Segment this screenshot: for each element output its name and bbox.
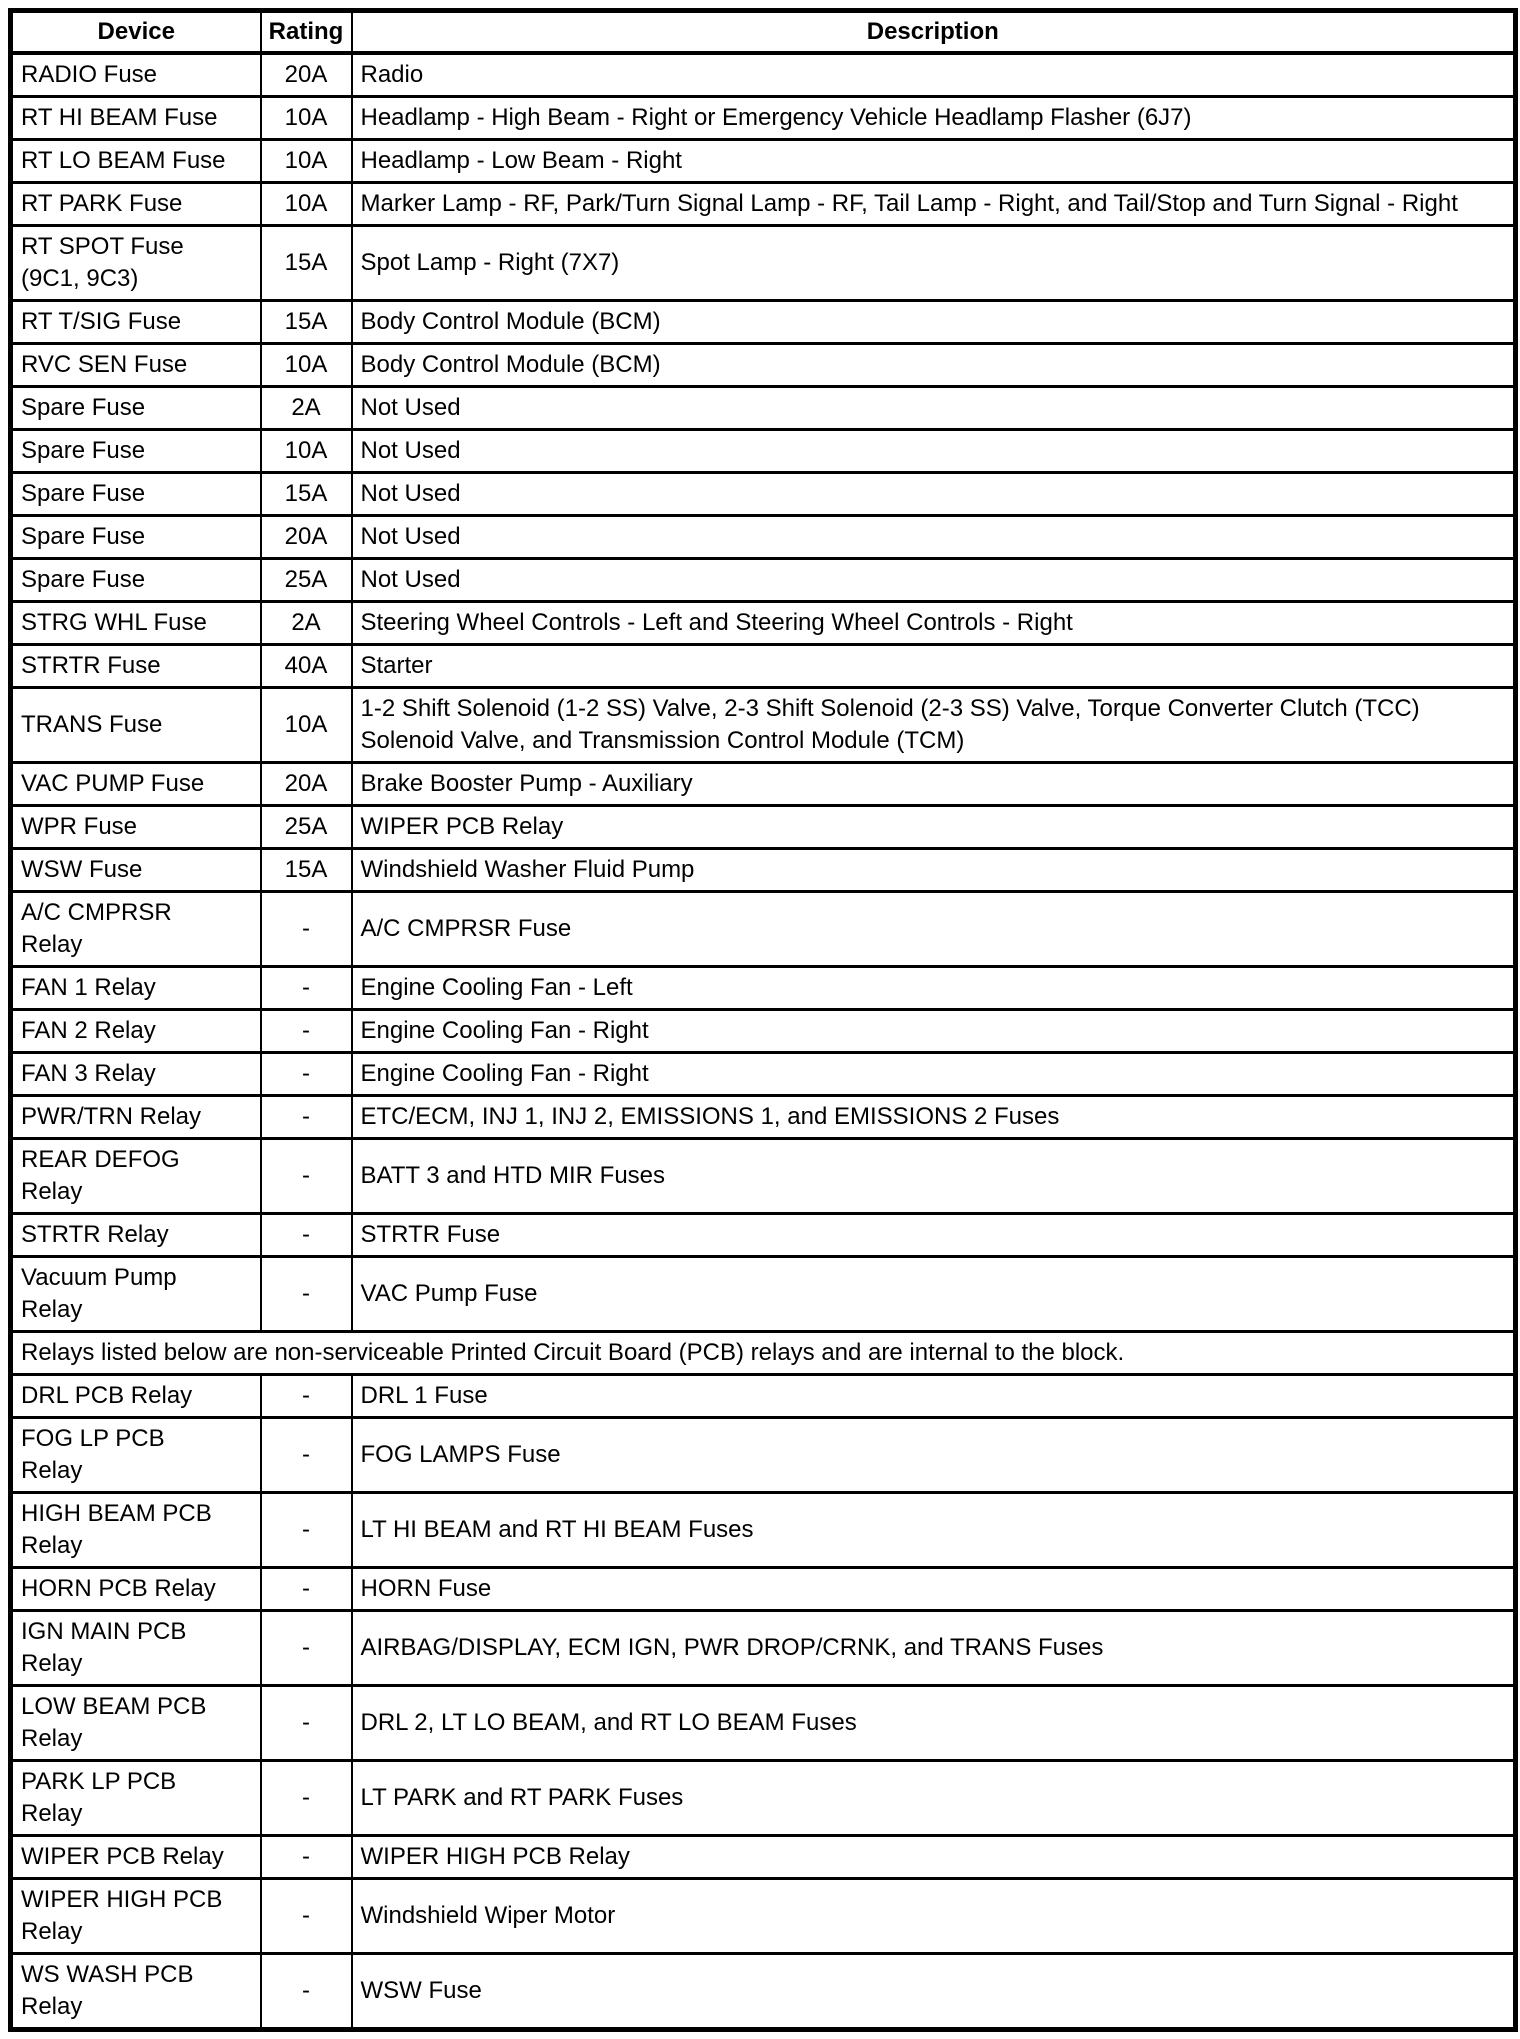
description-cell: WIPER HIGH PCB Relay xyxy=(352,1836,1516,1879)
rating-cell: 2A xyxy=(261,387,352,430)
rating-cell: - xyxy=(261,1761,352,1836)
rating-cell: - xyxy=(261,967,352,1010)
rating-cell: - xyxy=(261,1139,352,1214)
rating-cell: - xyxy=(261,1010,352,1053)
rating-cell: 10A xyxy=(261,688,352,763)
description-cell: HORN Fuse xyxy=(352,1568,1516,1611)
description-cell: Engine Cooling Fan - Right xyxy=(352,1053,1516,1096)
device-cell: WS WASH PCB Relay xyxy=(11,1954,261,2030)
rating-cell: - xyxy=(261,1568,352,1611)
device-cell: HIGH BEAM PCB Relay xyxy=(11,1493,261,1568)
device-cell: LOW BEAM PCB Relay xyxy=(11,1686,261,1761)
device-cell: FAN 1 Relay xyxy=(11,967,261,1010)
description-cell: ETC/ECM, INJ 1, INJ 2, EMISSIONS 1, and EMISSIONS 2 Fuses xyxy=(352,1096,1516,1139)
device-cell: FAN 3 Relay xyxy=(11,1053,261,1096)
device-cell: RT SPOT Fuse (9C1, 9C3) xyxy=(11,226,261,301)
table-row xyxy=(11,301,1516,344)
description-cell: Not Used xyxy=(352,559,1516,602)
table-row xyxy=(11,1568,1516,1611)
description-cell: Radio xyxy=(352,53,1516,97)
table-row xyxy=(11,344,1516,387)
device-cell: Spare Fuse xyxy=(11,387,261,430)
device-cell: STRG WHL Fuse xyxy=(11,602,261,645)
rating-cell: - xyxy=(261,1418,352,1493)
column-header-device: Device xyxy=(11,11,261,54)
rating-cell: - xyxy=(261,1257,352,1332)
rating-cell: - xyxy=(261,1375,352,1418)
table-header-row xyxy=(11,11,1516,54)
rating-cell: 10A xyxy=(261,97,352,140)
description-cell: Spot Lamp - Right (7X7) xyxy=(352,226,1516,301)
rating-cell: 15A xyxy=(261,473,352,516)
table-row xyxy=(11,1493,1516,1568)
table-row xyxy=(11,226,1516,301)
table-row xyxy=(11,183,1516,226)
device-cell: FAN 2 Relay xyxy=(11,1010,261,1053)
table-row xyxy=(11,602,1516,645)
table-row xyxy=(11,387,1516,430)
device-cell: TRANS Fuse xyxy=(11,688,261,763)
table-row xyxy=(11,1096,1516,1139)
device-cell: WSW Fuse xyxy=(11,849,261,892)
rating-cell: 20A xyxy=(261,53,352,97)
rating-cell: - xyxy=(261,1611,352,1686)
device-cell: PWR/TRN Relay xyxy=(11,1096,261,1139)
device-cell: WIPER PCB Relay xyxy=(11,1836,261,1879)
device-cell: A/C CMPRSR Relay xyxy=(11,892,261,967)
device-cell: PARK LP PCB Relay xyxy=(11,1761,261,1836)
device-cell: Spare Fuse xyxy=(11,516,261,559)
device-cell: RT HI BEAM Fuse xyxy=(11,97,261,140)
description-cell: LT PARK and RT PARK Fuses xyxy=(352,1761,1516,1836)
description-cell: Headlamp - Low Beam - Right xyxy=(352,140,1516,183)
description-cell: LT HI BEAM and RT HI BEAM Fuses xyxy=(352,1493,1516,1568)
device-cell: REAR DEFOG Relay xyxy=(11,1139,261,1214)
description-cell: DRL 2, LT LO BEAM, and RT LO BEAM Fuses xyxy=(352,1686,1516,1761)
column-header-description: Description xyxy=(352,11,1516,54)
device-cell: RT T/SIG Fuse xyxy=(11,301,261,344)
table-row xyxy=(11,430,1516,473)
description-cell: Body Control Module (BCM) xyxy=(352,344,1516,387)
rating-cell: - xyxy=(261,1954,352,2030)
description-cell: Windshield Wiper Motor xyxy=(352,1879,1516,1954)
table-row xyxy=(11,1611,1516,1686)
description-cell: Starter xyxy=(352,645,1516,688)
description-cell: Engine Cooling Fan - Left xyxy=(352,967,1516,1010)
description-cell: VAC Pump Fuse xyxy=(352,1257,1516,1332)
device-cell: RT LO BEAM Fuse xyxy=(11,140,261,183)
description-cell: Headlamp - High Beam - Right or Emergency Vehicle Headlamp Flasher (6J7) xyxy=(352,97,1516,140)
note-text: Relays listed below are non-serviceable Printed Circuit Board (PCB) relays and are internal to the block. xyxy=(11,1332,1516,1375)
rating-cell: - xyxy=(261,1686,352,1761)
device-cell: DRL PCB Relay xyxy=(11,1375,261,1418)
description-cell: Engine Cooling Fan - Right xyxy=(352,1010,1516,1053)
table-row xyxy=(11,806,1516,849)
table-row xyxy=(11,1836,1516,1879)
table-row xyxy=(11,1214,1516,1257)
fuse-relay-table xyxy=(8,8,1518,2032)
table-row xyxy=(11,892,1516,967)
table-row xyxy=(11,516,1516,559)
description-cell: BATT 3 and HTD MIR Fuses xyxy=(352,1139,1516,1214)
rating-cell: - xyxy=(261,892,352,967)
description-cell: WIPER PCB Relay xyxy=(352,806,1516,849)
description-cell: AIRBAG/DISPLAY, ECM IGN, PWR DROP/CRNK, and TRANS Fuses xyxy=(352,1611,1516,1686)
table-row xyxy=(11,967,1516,1010)
table-row xyxy=(11,1053,1516,1096)
description-cell: 1-2 Shift Solenoid (1-2 SS) Valve, 2-3 Shift Solenoid (2-3 SS) Valve, Torque Converter Clutch (TCC) Solenoid Valve, and Transmission Control Module (TCM) xyxy=(352,688,1516,763)
device-cell: HORN PCB Relay xyxy=(11,1568,261,1611)
description-cell: Not Used xyxy=(352,473,1516,516)
rating-cell: 2A xyxy=(261,602,352,645)
rating-cell: 10A xyxy=(261,183,352,226)
rating-cell: - xyxy=(261,1836,352,1879)
fuse-table-body xyxy=(11,53,1516,2030)
table-row xyxy=(11,140,1516,183)
description-cell: Windshield Washer Fluid Pump xyxy=(352,849,1516,892)
description-cell: STRTR Fuse xyxy=(352,1214,1516,1257)
description-cell: Marker Lamp - RF, Park/Turn Signal Lamp - RF, Tail Lamp - Right, and Tail/Stop and Turn Signal - Right xyxy=(352,183,1516,226)
table-row xyxy=(11,849,1516,892)
device-cell: FOG LP PCB Relay xyxy=(11,1418,261,1493)
column-header-rating: Rating xyxy=(261,11,352,54)
table-row xyxy=(11,1375,1516,1418)
rating-cell: 25A xyxy=(261,559,352,602)
device-cell: WPR Fuse xyxy=(11,806,261,849)
table-row xyxy=(11,1761,1516,1836)
table-row xyxy=(11,1879,1516,1954)
rating-cell: 20A xyxy=(261,763,352,806)
rating-cell: - xyxy=(261,1053,352,1096)
device-cell: VAC PUMP Fuse xyxy=(11,763,261,806)
note-row xyxy=(11,1332,1516,1375)
rating-cell: 15A xyxy=(261,849,352,892)
device-cell: RT PARK Fuse xyxy=(11,183,261,226)
device-cell: WIPER HIGH PCB Relay xyxy=(11,1879,261,1954)
table-row xyxy=(11,1139,1516,1214)
table-row xyxy=(11,53,1516,97)
table-row xyxy=(11,1010,1516,1053)
table-row xyxy=(11,1418,1516,1493)
table-row xyxy=(11,688,1516,763)
table-row xyxy=(11,559,1516,602)
device-cell: STRTR Fuse xyxy=(11,645,261,688)
description-cell: A/C CMPRSR Fuse xyxy=(352,892,1516,967)
table-row xyxy=(11,1954,1516,2030)
rating-cell: - xyxy=(261,1493,352,1568)
table-row xyxy=(11,1257,1516,1332)
rating-cell: 10A xyxy=(261,430,352,473)
rating-cell: 15A xyxy=(261,226,352,301)
table-row xyxy=(11,97,1516,140)
device-cell: RADIO Fuse xyxy=(11,53,261,97)
device-cell: STRTR Relay xyxy=(11,1214,261,1257)
description-cell: Not Used xyxy=(352,430,1516,473)
rating-cell: 20A xyxy=(261,516,352,559)
description-cell: Brake Booster Pump - Auxiliary xyxy=(352,763,1516,806)
table-row xyxy=(11,763,1516,806)
rating-cell: - xyxy=(261,1096,352,1139)
device-cell: Spare Fuse xyxy=(11,559,261,602)
description-cell: Not Used xyxy=(352,387,1516,430)
device-cell: IGN MAIN PCB Relay xyxy=(11,1611,261,1686)
description-cell: Not Used xyxy=(352,516,1516,559)
rating-cell: 15A xyxy=(261,301,352,344)
table-row xyxy=(11,1686,1516,1761)
table-row xyxy=(11,473,1516,516)
device-cell: Vacuum Pump Relay xyxy=(11,1257,261,1332)
rating-cell: 10A xyxy=(261,140,352,183)
device-cell: Spare Fuse xyxy=(11,473,261,516)
description-cell: FOG LAMPS Fuse xyxy=(352,1418,1516,1493)
rating-cell: 40A xyxy=(261,645,352,688)
description-cell: Steering Wheel Controls - Left and Steering Wheel Controls - Right xyxy=(352,602,1516,645)
description-cell: Body Control Module (BCM) xyxy=(352,301,1516,344)
rating-cell: - xyxy=(261,1214,352,1257)
device-cell: RVC SEN Fuse xyxy=(11,344,261,387)
device-cell: Spare Fuse xyxy=(11,430,261,473)
rating-cell: - xyxy=(261,1879,352,1954)
table-row xyxy=(11,645,1516,688)
description-cell: DRL 1 Fuse xyxy=(352,1375,1516,1418)
rating-cell: 10A xyxy=(261,344,352,387)
rating-cell: 25A xyxy=(261,806,352,849)
description-cell: WSW Fuse xyxy=(352,1954,1516,2030)
